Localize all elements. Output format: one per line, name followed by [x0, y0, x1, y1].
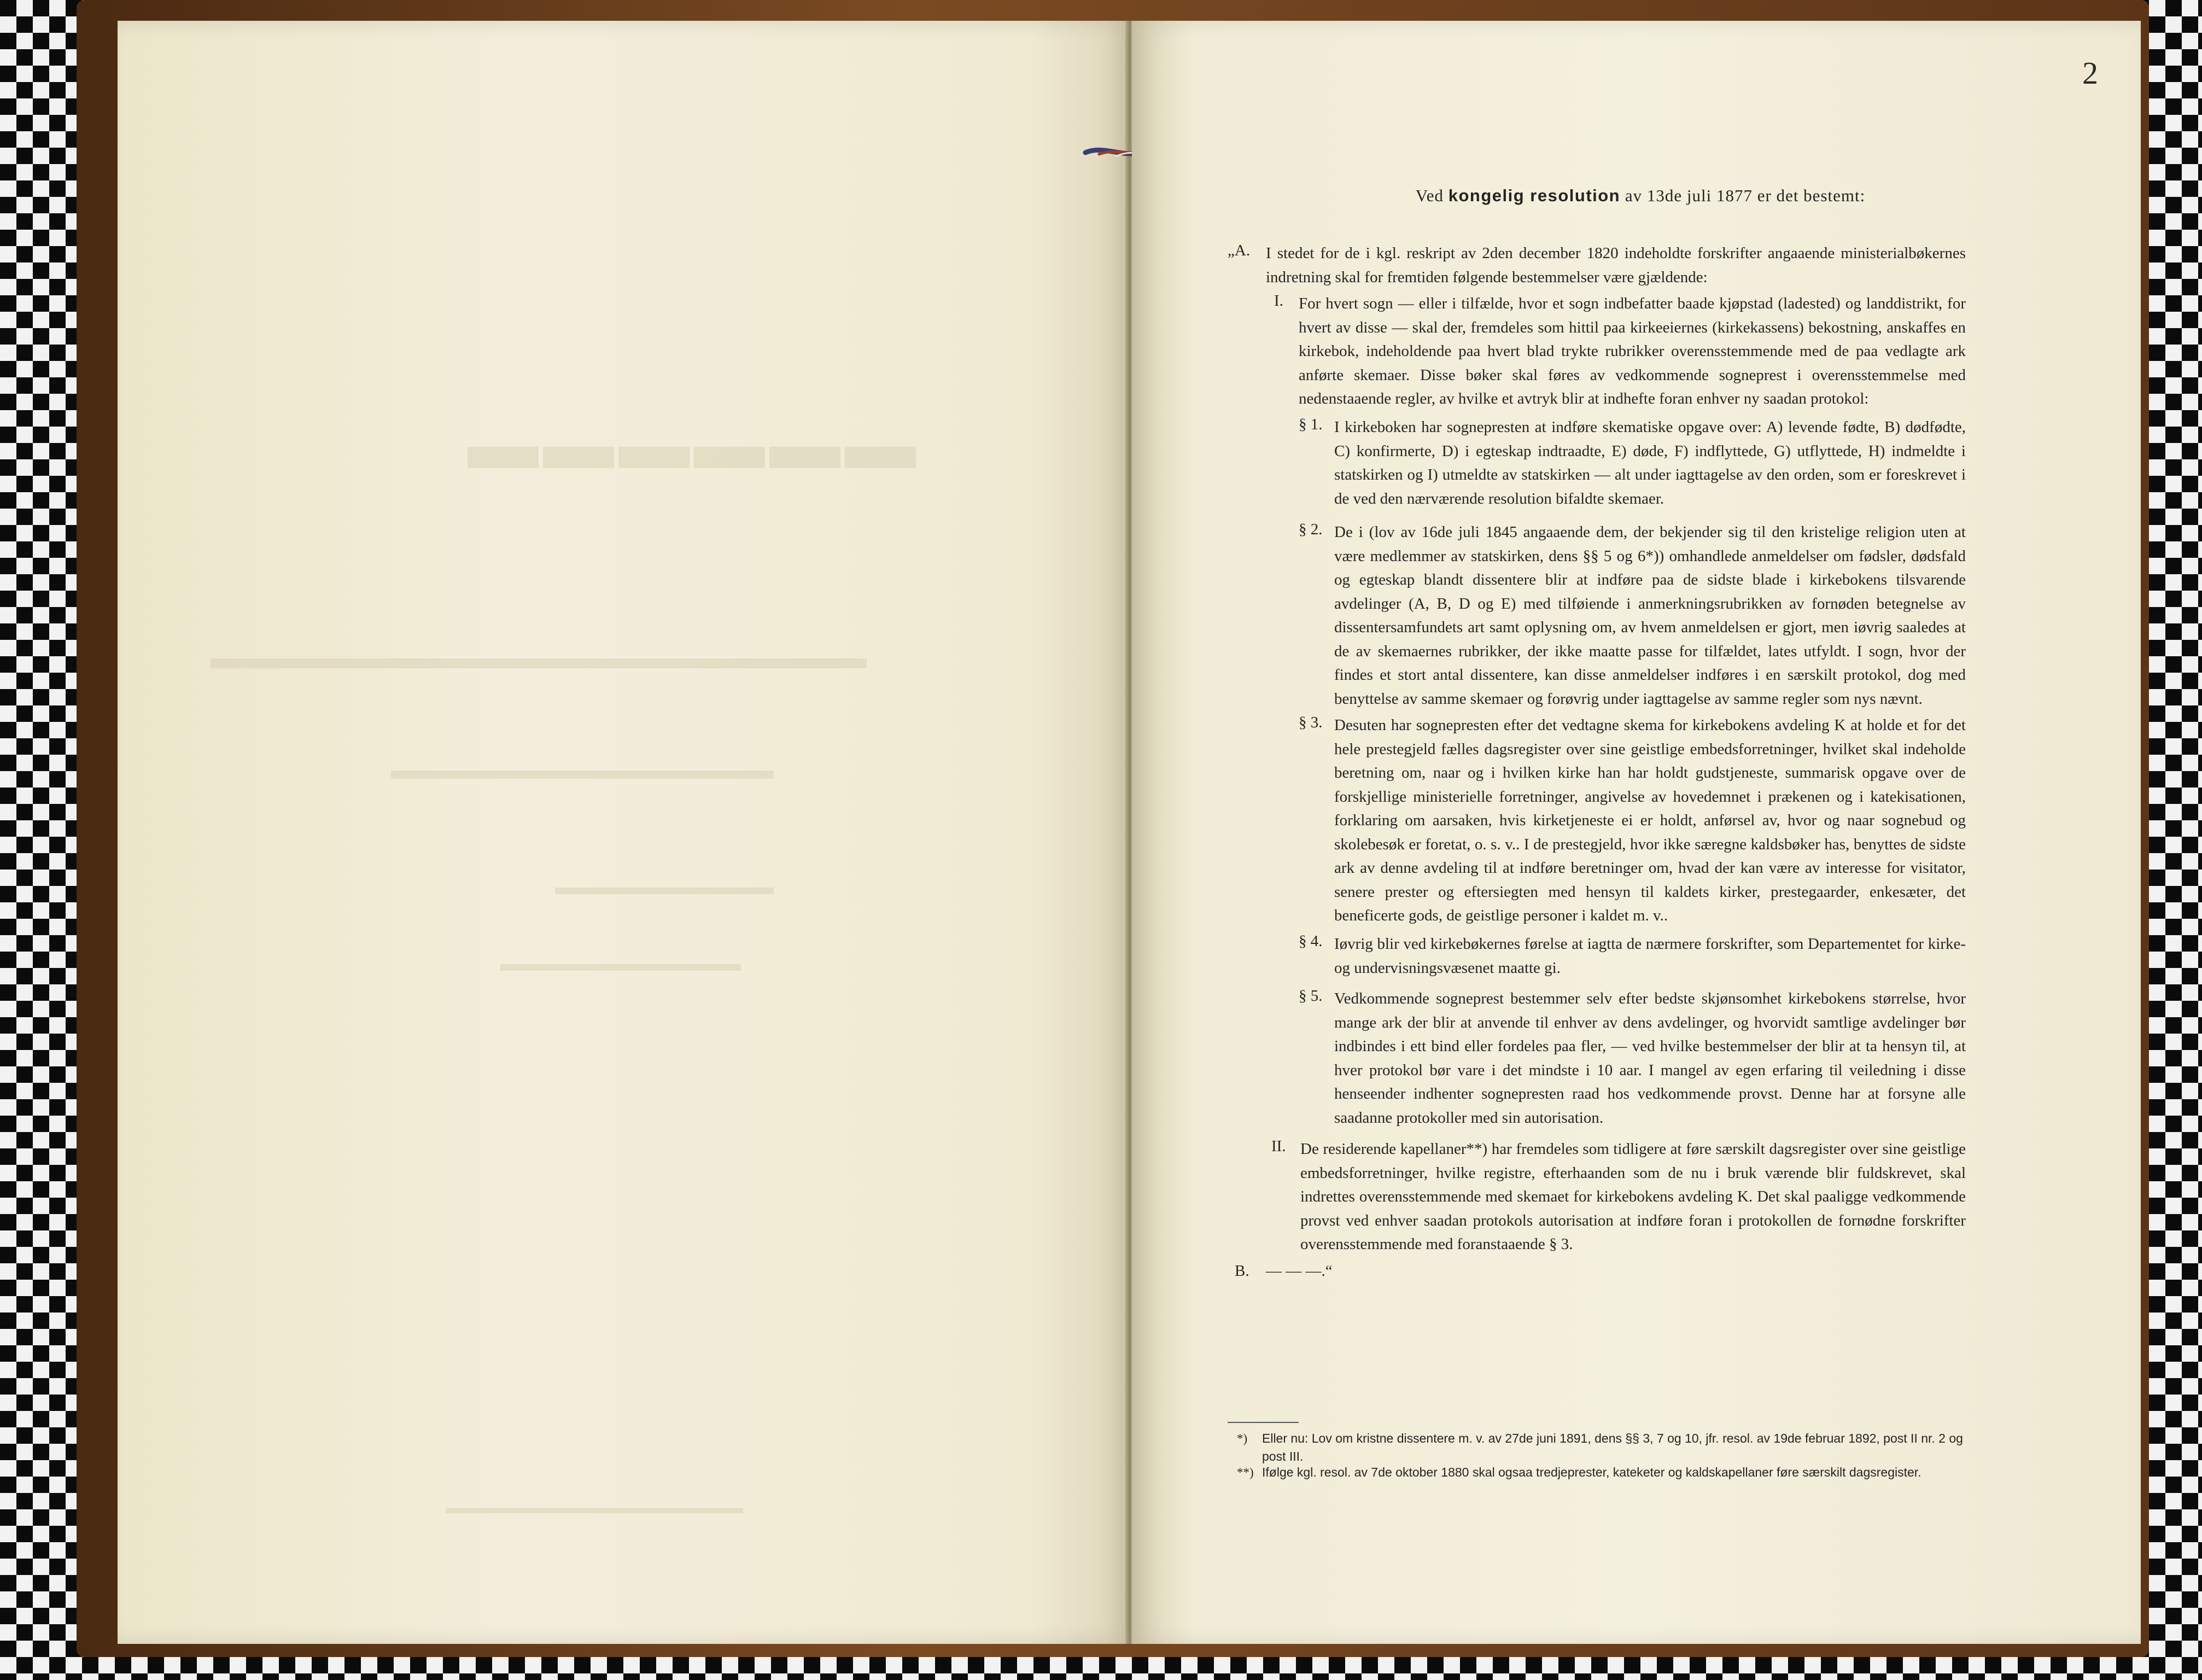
paragraph-5-text: Vedkommende sogneprest bestemmer selv efter bedste skjønsomhet kirkebokens størrelse, hvor mange ark der blir at anvende til enhver av dens avdelinger, og hvorvidt samtlige avdelinger bør indbindes i ett bind eller fordeles paa fler, — ved hvilke bestemmelser der blir at ta hensyn til, at hver protokol bør vare i det mindste i 10 aar. I mangel av egen erfaring til veiledning i disse henseender indhenter sognepresten raad hos vedkommende provst. Denne har at forsyne alle saadanne protokoller med sin autorisation.: [1334, 990, 1966, 1127]
section-a-text: I stedet for de i kgl. reskript av 2den december 1820 indeholdte forskrifter angaaende ministerialbøkernes indretning skal for fremtiden følgende bestemmelser være gjældende:: [1266, 244, 1966, 286]
bleed-through-mark: ▬▬▬▬▬▬▬▬▬▬▬▬▬▬▬▬▬: [446, 1497, 743, 1517]
paragraph-5-label: § 5.: [1299, 987, 1323, 1005]
item-ii-text: De residerende kapellaner**) har fremdeles som tidligere at føre særskilt dagsregister over sine geistlige embedsforretninger, hvilke registre, efterhaanden som de nu i bruk værende blir fuldskrevet, skal indrettes overensstemmende med skemaet for kirkebokens avdeling K. Det skal paaligge vedkommende provst ved enhver saadan protokols autorisation at indføre foran i protokollen de fornødne forskrifter overensstemmende med foranstaaende § 3.: [1300, 1140, 1966, 1253]
bleed-through-mark: ▬▬▬▬▬▬▬▬▬▬: [555, 874, 774, 899]
footnote-2-mark: **): [1237, 1466, 1254, 1479]
item-i-label: I.: [1274, 292, 1283, 310]
paragraph-1-text: I kirkeboken har sognepresten at indføre skematiske opgave over: A) levende fødte, B) dødfødte, C) konfirmerte, D) i egteskap indtraadte, E) døde, F) indflyttede, G) utflyttede, H) indmeldte i statskirken og I) utmeldte av statskirken — alt under iagttagelse av den orden, som er foreskrevet i de ved den nærværende resolution bifaldte skemaer.: [1334, 418, 1966, 508]
section-b-label: B.: [1235, 1262, 1249, 1280]
section-a-label: „A.: [1228, 242, 1251, 259]
page-number: 2: [2082, 55, 2098, 91]
title-post: av 13de juli 1877 er det bestemt:: [1625, 186, 1866, 205]
paragraph-3-label: § 3.: [1299, 714, 1323, 731]
title-pre: Ved: [1415, 186, 1444, 205]
footnote-1-mark: *): [1237, 1432, 1248, 1445]
item-ii-label: II.: [1271, 1138, 1286, 1155]
title-bold: kongelig resolution: [1448, 186, 1621, 205]
item-i-text: For hvert sogn — eller i tilfælde, hvor et sogn indbefatter baade kjøpstad (ladested) og landdistrikt, for hvert av disse — skal der, fremdeles som hittil paa kirkeeiernes (kirkekassens) bekostning, anskaffes en kirkebok, indeholdende paa hvert blad trykte rubrikker overensstemmende med de paa vedlagte ark anførte skemaer. Disse bøker skal føres av vedkommende sogneprest i overensstemmelse med nedenstaaende regler, av hvilke et avtryk blir at indhefte foran enhver ny saadan protokol:: [1299, 295, 1966, 407]
bleed-through-mark: ▬▬▬▬▬▬▬▬▬▬▬: [500, 951, 741, 976]
footnote-rule: [1228, 1422, 1299, 1423]
paragraph-4-text: Iøvrig blir ved kirkebøkernes førelse at iagtta de nærmere forskrifter, som Departementet for kirke- og undervisningsvæsenet maatte gi.: [1334, 935, 1966, 977]
paragraph-2-text: De i (lov av 16de juli 1845 angaaende dem, der bekjender sig til den kristelige religion uten at være medlemmer av statskirken, dens §§ 5 og 6*)) omhandlede anmeldelser om fødsler, dødsfald og egteskap blandt dissentere blir at indføre paa de sidste blade i kirkebokens tilsvarende avdelinger (A, B, D og E) med tilføiende i anmerkningsrubrikken av fornøden betegnelse av dissentersamfundets art samt oplysning om, av hvem anmeldelsen er gjort, men iøvrig saaledes at de av skemaernes rubrikker, der ikke maatte passe for tilfældet, lates utfyldt. I sogn, hvor der findes et stort antal dissentere, kan disse anmeldelser indføres i en særskilt protokol, dog med benyttelse av samme skemaer og forøvrig under iagttagelse av samme regler som nys nævnt.: [1334, 523, 1966, 708]
paragraph-4-label: § 4.: [1299, 932, 1323, 950]
left-page: [118, 21, 1129, 1644]
bleed-through-mark: ▬▬▬▬▬▬▬▬▬▬▬▬▬▬: [391, 754, 774, 785]
paragraph-1-label: § 1.: [1299, 416, 1323, 433]
paragraph-2-label: § 2.: [1299, 521, 1323, 538]
document-title: [1148, 186, 2133, 206]
paragraph-3-text: Desuten har sognepresten efter det vedtagne skema for kirkebokens avdeling K at holde et for det hele prestegjeld fælles dagsregister over sine geistlige embedsforretninger, hvilket skal indeholde beretning om, naar og i hvilken kirke han har holdt gudstjeneste, summarisk opgave over de forskjellige ministerielle forretninger, angivelse av hovedemnet i prækenen og i katekisationen, forklaring om aarsaken, hvis kirketjeneste ei er holdt, anførsel av, hvor og naar sognebud og skolebesøk er foretat, o. s. v.. I de prestegjeld, hvor ikke særegne kaldsbøker has, benyttes de sidste ark av denne avdeling til at indføre beretninger om, hvad der kan være av interesse for visitator, senere prester og eftersiegten med hensyn til kaldets kirker, prestegaarder, enkesæter, det beneficerte gods, de geistlige personer i kaldet m. v..: [1334, 716, 1966, 924]
footnote-1-text: Eller nu: Lov om kristne dissentere m. v. av 27de juni 1891, dens §§ 3, 7 og 10, jfr. resol. av 19de februar 1892, post II nr. 2 og post III.: [1262, 1431, 1963, 1463]
footnote-2-text: Ifølge kgl. resol. av 7de oktober 1880 skal ogsaa tredjeprester, kateketer og kaldskapellaner føre særskilt dagsregister.: [1262, 1465, 1921, 1479]
bleed-through-mark: ▬▬▬▬▬▬▬▬▬▬▬▬▬▬▬▬▬▬▬▬: [211, 639, 867, 675]
section-b-text: — — —.“: [1266, 1262, 1333, 1280]
bleed-through-mark: ▬▬▬▬▬▬: [468, 405, 920, 484]
